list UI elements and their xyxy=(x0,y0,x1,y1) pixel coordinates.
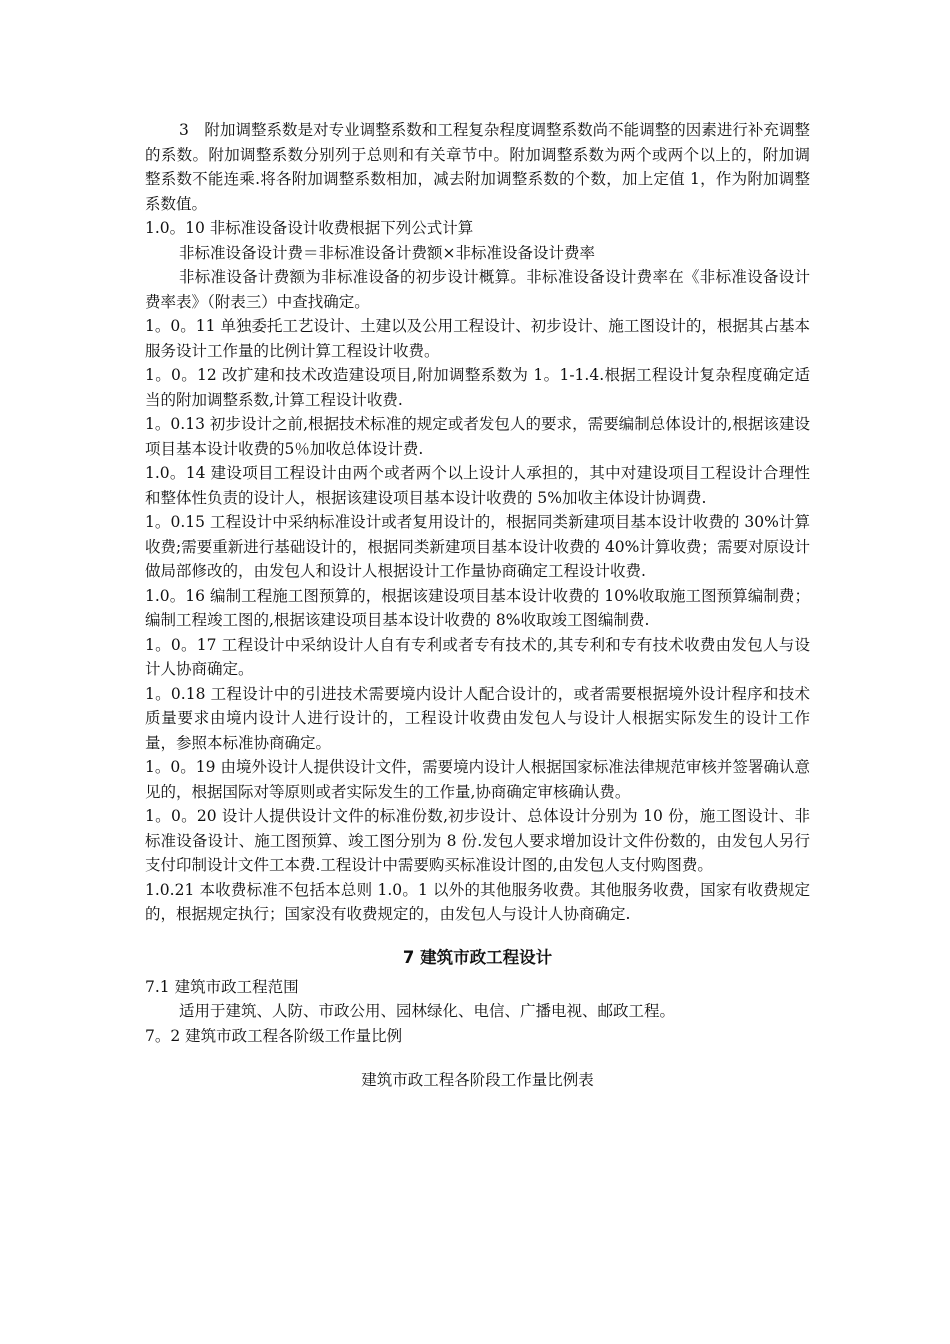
paragraph-p-1-0-17: 1。0。17 工程设计中采纳设计人自有专利或者专有技术的,其专利和专有技术收费由发包人与设计人协商确定。 xyxy=(145,635,810,678)
paragraph-p-1-0-10: 1.0。10 非标准设备设计收费根据下列公式计算 xyxy=(145,219,474,237)
paragraph-p-1-0-16: 1.0。16 编制工程施工图预算的，根据该建设项目基本设计收费的 10%收取施工图预算编制费；编制工程竣工图的,根据该建设项目基本设计收费的 8%收取竣工图编制费. xyxy=(145,586,810,629)
clause-list xyxy=(145,118,810,927)
paragraph-p-1-0-18: 1。0.18 工程设计中的引进技术需要境内设计人配合设计的，或者需要根据境外设计程序和技术质量要求由境内设计人进行设计的，工程设计收费由发包人与设计人根据实际发生的设计工作量，参照本标准协商确定。 xyxy=(145,684,810,752)
paragraph-p-1-0-11: 1。0。11 单独委托工艺设计、土建以及公用工程设计、初步设计、施工图设计的，根据其占基本服务设计工作量的比例计算工程设计收费。 xyxy=(145,317,810,360)
section-heading: 7 建筑市政工程设计 xyxy=(402,947,553,967)
paragraph-p-1-0-14: 1.0。14 建设项目工程设计由两个或者两个以上设计人承担的，其中对建设项目工程设计合理性和整体性负责的设计人，根据该建设项目基本设计收费的 5%加收主体设计协调费. xyxy=(145,464,810,507)
document-page xyxy=(145,118,810,1092)
paragraph-p-1-0-13: 1。0.13 初步设计之前,根据技术标准的规定或者发包人的要求，需要编制总体设计的,根据该建设项目基本设计收费的5％加收总体设计费. xyxy=(145,415,810,458)
paragraph-p-1-0-15: 1。0.15 工程设计中采纳标准设计或者复用设计的，根据同类新建项目基本设计收费的 30%计算收费;需要重新进行基础设计的，根据同类新建项目基本设计收费的 40%计算收费；需要对原设计做局部修改的，由发包人和设计人根据设计工作量协商确定工程设计收费. xyxy=(145,513,810,580)
paragraph-p-1-0-20: 1。0。20 设计人提供设计文件的标准份数,初步设计、总体设计分别为 10 份，施工图设计、非标准设备设计、施工图预算、竣工图分别为 8 份.发包人要求增加设计文件份数的，由发包人另行支付印制设计文件工本费.工程设计中需要购买标准设计图的,由发包人支付购图费。 xyxy=(145,807,810,874)
paragraph-p-formula-note: 非标准设备计费额为非标准设备的初步设计概算。非标准设备设计费率在《非标准设备设计费率表》（附表三）中查找确定。 xyxy=(145,268,810,311)
paragraph-p-1-0-21: 1.0.21 本收费标准不包括本总则 1.0。1 以外的其他服务收费。其他服务收费，国家有收费规定的，根据规定执行；国家没有收费规定的，由发包人与设计人协商确定. xyxy=(145,880,810,923)
paragraph-p-7-2: 7。2 建筑市政工程各阶级工作量比例 xyxy=(145,1026,403,1045)
paragraph-p-formula: 非标准设备设计费＝非标准设备计费额×非标准设备设计费率 xyxy=(179,243,595,262)
paragraph-p-1-0-19: 1。0。19 由境外设计人提供设计文件，需要境内设计人根据国家标准法律规范审核并签署确认意见的，根据国际对等原则或者实际发生的工作量,协商确定审核确认费。 xyxy=(145,758,810,801)
paragraph-p-7-1-body: 适用于建筑、人防、市政公用、园林绿化、电信、广播电视、邮政工程。 xyxy=(179,1002,676,1020)
paragraph-p-1-0-12: 1。0。12 改扩建和技术改造建设项目,附加调整系数为 1。1-1.4.根据工程设计复杂程度确定适当的附加调整系数,计算工程设计收费. xyxy=(145,366,810,409)
paragraph-p-7-1: 7.1 建筑市政工程范围 xyxy=(145,977,299,996)
table-caption: 建筑市政工程各阶段工作量比例表 xyxy=(361,1071,594,1089)
section-body xyxy=(145,975,810,1049)
paragraph-p-3: 3 附加调整系数是对专业调整系数和工程复杂程度调整系数尚不能调整的因素进行补充调整的系数。附加调整系数分别列于总则和有关章节中。附加调整系数为两个或两个以上的，附加调整系数不能连乘.将各附加调整系数相加，减去附加调整系数的个数，加上定值 1，作为附加调整系数值。 xyxy=(145,121,810,213)
